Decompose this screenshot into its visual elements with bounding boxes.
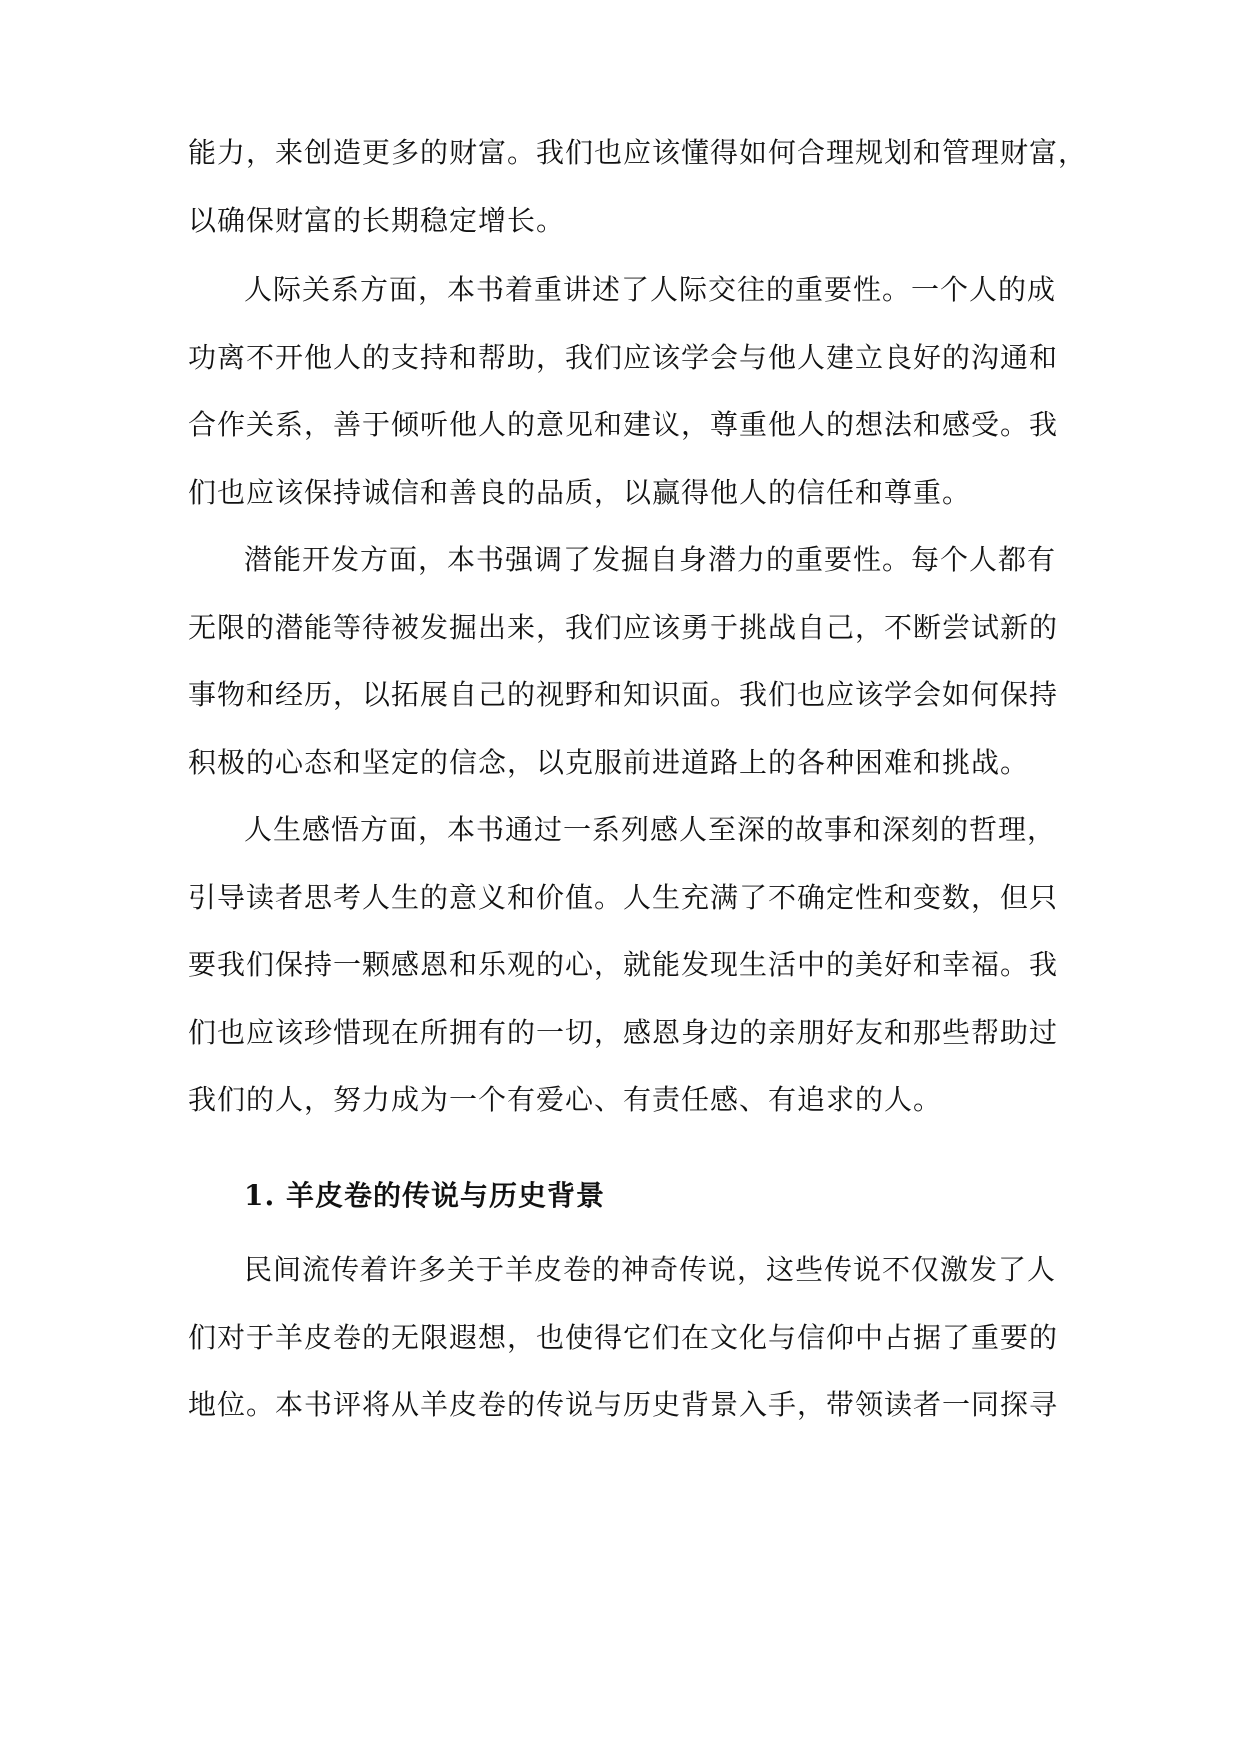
paragraph-line: 地位。本书评将从羊皮卷的传说与历史背景入手，带领读者一同探寻 xyxy=(188,1388,1059,1421)
paragraph-line: 无限的潜能等待被发掘出来，我们应该勇于挑战自己，不断尝试新的 xyxy=(188,611,1059,644)
paragraph-line: 积极的心态和坚定的信念，以克服前进道路上的各种困难和挑战。 xyxy=(188,746,1030,779)
paragraph-line: 民间流传着许多关于羊皮卷的神奇传说，这些传说不仅激发了人 xyxy=(244,1253,1057,1286)
paragraph-line: 潜能开发方面，本书强调了发掘自身潜力的重要性。每个人都有 xyxy=(244,543,1057,576)
paragraph-line: 合作关系，善于倾听他人的意见和建议，尊重他人的想法和感受。我 xyxy=(188,408,1059,441)
section-heading: 1. 羊皮卷的传说与历史背景 xyxy=(244,1179,605,1212)
paragraph-line: 们对于羊皮卷的无限遐想，也使得它们在文化与信仰中占据了重要的 xyxy=(188,1321,1059,1354)
paragraph-line: 功离不开他人的支持和帮助，我们应该学会与他人建立良好的沟通和 xyxy=(188,341,1059,374)
paragraph-line: 要我们保持一颗感恩和乐观的心，就能发现生活中的美好和幸福。我 xyxy=(188,948,1059,981)
paragraph-line: 能力，来创造更多的财富。我们也应该懂得如何合理规划和管理财富， xyxy=(188,136,1088,169)
paragraph-line: 们也应该珍惜现在所拥有的一切，感恩身边的亲朋好友和那些帮助过 xyxy=(188,1016,1059,1049)
paragraph-line: 引导读者思考人生的意义和价值。人生充满了不确定性和变数，但只 xyxy=(188,881,1059,914)
paragraph-line: 们也应该保持诚信和善良的品质，以赢得他人的信任和尊重。 xyxy=(188,476,972,509)
paragraph-line: 人生感悟方面，本书通过一系列感人至深的故事和深刻的哲理， xyxy=(244,813,1057,846)
paragraph-line: 以确保财富的长期稳定增长。 xyxy=(188,204,566,237)
paragraph-line: 人际关系方面，本书着重讲述了人际交往的重要性。一个人的成 xyxy=(244,273,1057,306)
paragraph-line: 事物和经历，以拓展自己的视野和知识面。我们也应该学会如何保持 xyxy=(188,678,1059,711)
paragraph-line: 我们的人，努力成为一个有爱心、有责任感、有追求的人。 xyxy=(188,1083,943,1116)
